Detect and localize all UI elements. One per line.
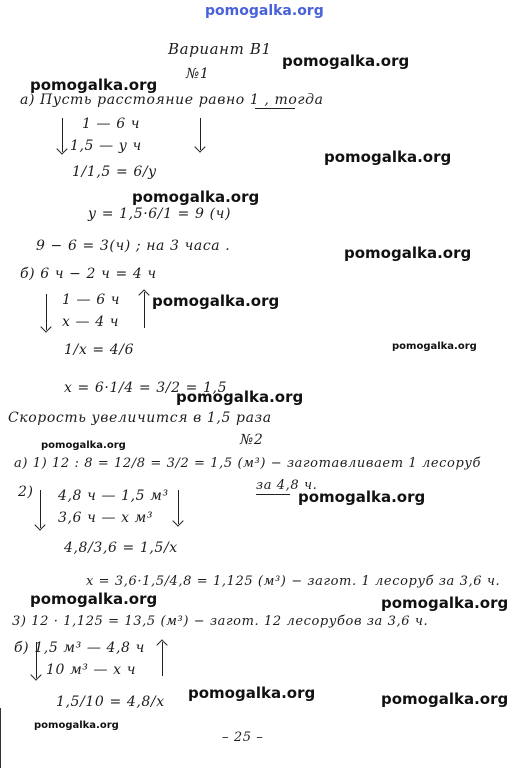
task1-b-calc: х = 6·1/4 = 3/2 = 1,5 — [64, 380, 228, 396]
underline — [256, 494, 290, 495]
task2-a-proportion: 4,8/3,6 = 1,5/х — [64, 540, 178, 556]
task1-a-proportion: 1/1,5 = 6/у — [72, 164, 157, 180]
arrow-down-icon — [40, 490, 41, 528]
watermark: pomogalka.org — [381, 690, 509, 708]
arrow-up-icon — [144, 292, 145, 328]
watermark: pomogalka.org — [381, 594, 509, 612]
task1-b-row: 1 — 6 ч — [62, 292, 121, 308]
task1-label: №1 — [186, 66, 210, 82]
watermark-top[interactable]: pomogalka.org — [205, 3, 324, 19]
page-heading: Вариант В1 — [168, 40, 272, 58]
watermark: pomogalka.org — [188, 684, 316, 702]
underline — [255, 108, 295, 109]
scan-edge-line — [0, 708, 1, 768]
task1-b-row: х — 4 ч — [62, 314, 120, 330]
watermark: pomogalka.org — [176, 388, 304, 406]
task1-a-difference: 9 − 6 = 3(ч) ; на 3 часа . — [36, 238, 231, 254]
watermark-small: pomogalka.org — [392, 341, 477, 352]
watermark: pomogalka.org — [30, 590, 158, 608]
task2-b-row: 10 м³ — х ч — [46, 662, 137, 678]
watermark: pomogalka.org — [282, 52, 410, 70]
task2-a-step1-cont: за 4,8 ч. — [256, 478, 318, 493]
watermark: pomogalka.org — [30, 76, 158, 94]
task1-a-intro: а) Пусть расстояние равно 1 , тогда — [20, 92, 324, 108]
task2-a-step2-label: 2) — [18, 484, 34, 500]
arrow-down-icon — [62, 118, 63, 152]
watermark: pomogalka.org — [324, 148, 452, 166]
task2-b-row: б) 1,5 м³ — 4,8 ч — [14, 640, 145, 656]
task2-a-step3: 3) 12 · 1,125 = 13,5 (м³) − загот. 12 лесорубов за 3,6 ч. — [12, 614, 429, 629]
task1-a-row: 1,5 — у ч — [70, 138, 142, 154]
task2-b-proportion: 1,5/10 = 4,8/х — [56, 694, 165, 710]
watermark-small: pomogalka.org — [41, 440, 126, 451]
task2-a-step1: а) 1) 12 : 8 = 12/8 = 3/2 = 1,5 (м³) − заготавливает 1 лесоруб — [14, 456, 482, 471]
task1-a-row: 1 — 6 ч — [82, 116, 141, 132]
task2-label: №2 — [240, 432, 264, 448]
task1-a-calc: у = 1,5·6/1 = 9 (ч) — [88, 206, 232, 222]
watermark: pomogalka.org — [298, 488, 426, 506]
watermark: pomogalka.org — [152, 292, 280, 310]
arrow-down-icon — [200, 118, 201, 150]
task2-a-calc: х = 3,6·1,5/4,8 = 1,125 (м³) − загот. 1 лесоруб за 3,6 ч. — [86, 574, 501, 589]
arrow-down-icon — [46, 294, 47, 330]
watermark: pomogalka.org — [344, 244, 472, 262]
watermark-small: pomogalka.org — [34, 720, 119, 731]
arrow-down-icon — [178, 490, 179, 524]
watermark: pomogalka.org — [132, 188, 260, 206]
page-number: – 25 – — [222, 730, 264, 745]
task2-a-row: 4,8 ч — 1,5 м³ — [58, 488, 169, 504]
task1-b-intro: б) 6 ч − 2 ч = 4 ч — [20, 266, 157, 282]
arrow-up-icon — [162, 642, 163, 676]
task1-b-proportion: 1/х = 4/6 — [64, 342, 135, 358]
task2-a-row: 3,6 ч — х м³ — [58, 510, 154, 526]
task1-b-answer: Скорость увеличится в 1,5 раза — [8, 410, 272, 426]
